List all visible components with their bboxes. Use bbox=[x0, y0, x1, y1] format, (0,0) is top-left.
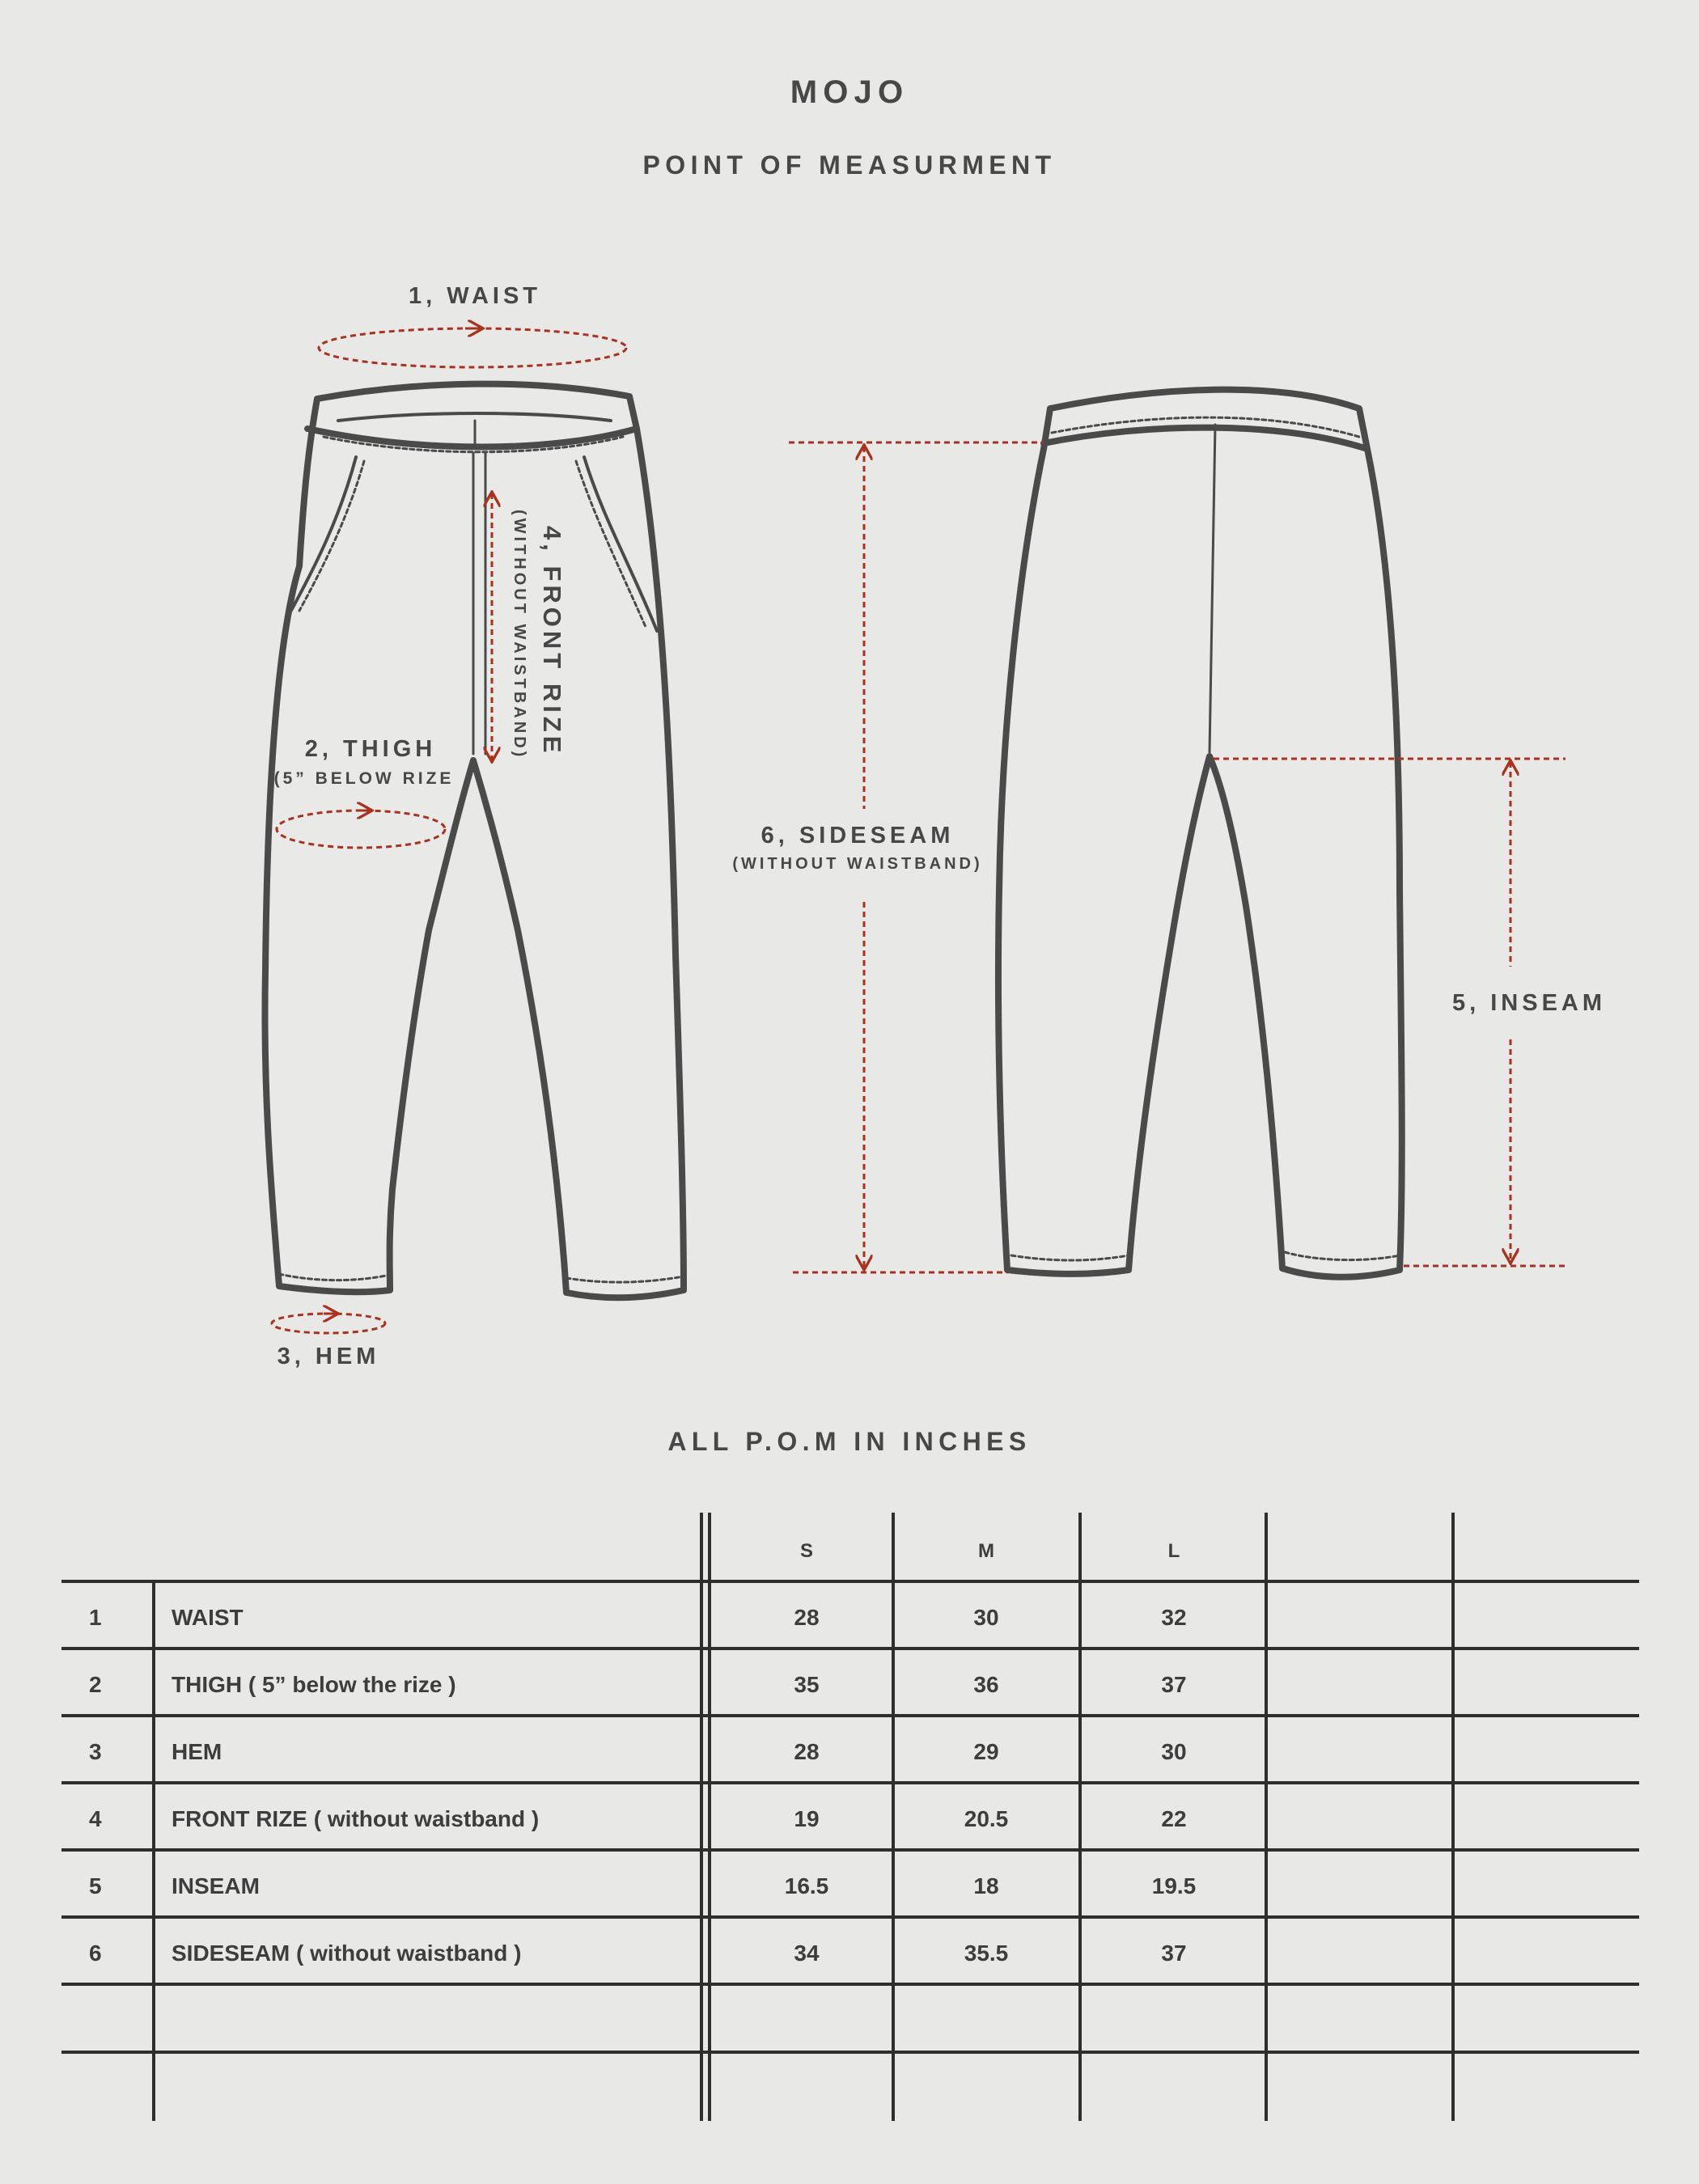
waist-label: 1, WAIST bbox=[408, 283, 542, 309]
value-s: 28 bbox=[794, 1605, 820, 1630]
value-l: 37 bbox=[1161, 1672, 1187, 1697]
hem-ellipse bbox=[272, 1314, 385, 1333]
row-name: FRONT RIZE ( without waistband ) bbox=[172, 1806, 540, 1831]
back-pants-drawing bbox=[998, 390, 1402, 1277]
inseam-label: 5, INSEAM bbox=[1451, 990, 1607, 1016]
row-number: 5 bbox=[89, 1873, 102, 1898]
value-s: 34 bbox=[794, 1941, 820, 1966]
row-number: 3 bbox=[89, 1739, 102, 1764]
row-number: 4 bbox=[89, 1806, 102, 1831]
thigh-note: (5” BELOW RIZE bbox=[273, 769, 455, 788]
front-rize-note: (WITHOUT WAISTBAND) bbox=[511, 510, 528, 760]
row-name: HEM bbox=[172, 1739, 222, 1764]
sideseam-label: 6, SIDESEAM bbox=[761, 823, 955, 849]
thigh-label: 2, THIGH bbox=[304, 736, 437, 762]
value-l: 19.5 bbox=[1151, 1873, 1197, 1898]
waist-ellipse bbox=[319, 328, 626, 367]
page-subtitle: POINT OF MEASURMENT bbox=[642, 150, 1057, 180]
row-number: 6 bbox=[89, 1941, 102, 1966]
brand-title: MOJO bbox=[790, 74, 909, 110]
value-m: 20.5 bbox=[964, 1806, 1009, 1831]
value-m: 35.5 bbox=[964, 1941, 1009, 1966]
value-s: 28 bbox=[794, 1739, 820, 1764]
value-l: 30 bbox=[1161, 1739, 1187, 1764]
value-m: 29 bbox=[973, 1739, 999, 1764]
value-l: 32 bbox=[1161, 1605, 1187, 1630]
front-pants-drawing bbox=[265, 384, 684, 1298]
value-m: 36 bbox=[973, 1672, 999, 1697]
size-header-s: S bbox=[799, 1540, 814, 1562]
hem-label: 3, HEM bbox=[277, 1344, 380, 1369]
size-header-l: L bbox=[1167, 1540, 1180, 1562]
size-header-m: M bbox=[978, 1540, 994, 1562]
sideseam-note: (WITHOUT WAISTBAND) bbox=[732, 855, 983, 873]
row-name: THIGH ( 5” below the rize ) bbox=[172, 1672, 456, 1697]
front-rize-label: 4, FRONT RIZE bbox=[538, 526, 566, 757]
value-m: 30 bbox=[973, 1605, 999, 1630]
value-s: 35 bbox=[794, 1672, 820, 1697]
units-note: ALL P.O.M IN INCHES bbox=[667, 1427, 1032, 1456]
value-s: 19 bbox=[794, 1806, 820, 1831]
row-number: 1 bbox=[89, 1605, 102, 1630]
value-l: 22 bbox=[1161, 1806, 1187, 1831]
row-name: WAIST bbox=[172, 1605, 244, 1630]
row-name: SIDESEAM ( without waistband ) bbox=[172, 1941, 522, 1966]
row-number: 2 bbox=[89, 1672, 102, 1697]
value-m: 18 bbox=[973, 1873, 999, 1898]
value-s: 16.5 bbox=[784, 1873, 829, 1898]
row-name: INSEAM bbox=[172, 1873, 260, 1898]
value-l: 37 bbox=[1161, 1941, 1187, 1966]
